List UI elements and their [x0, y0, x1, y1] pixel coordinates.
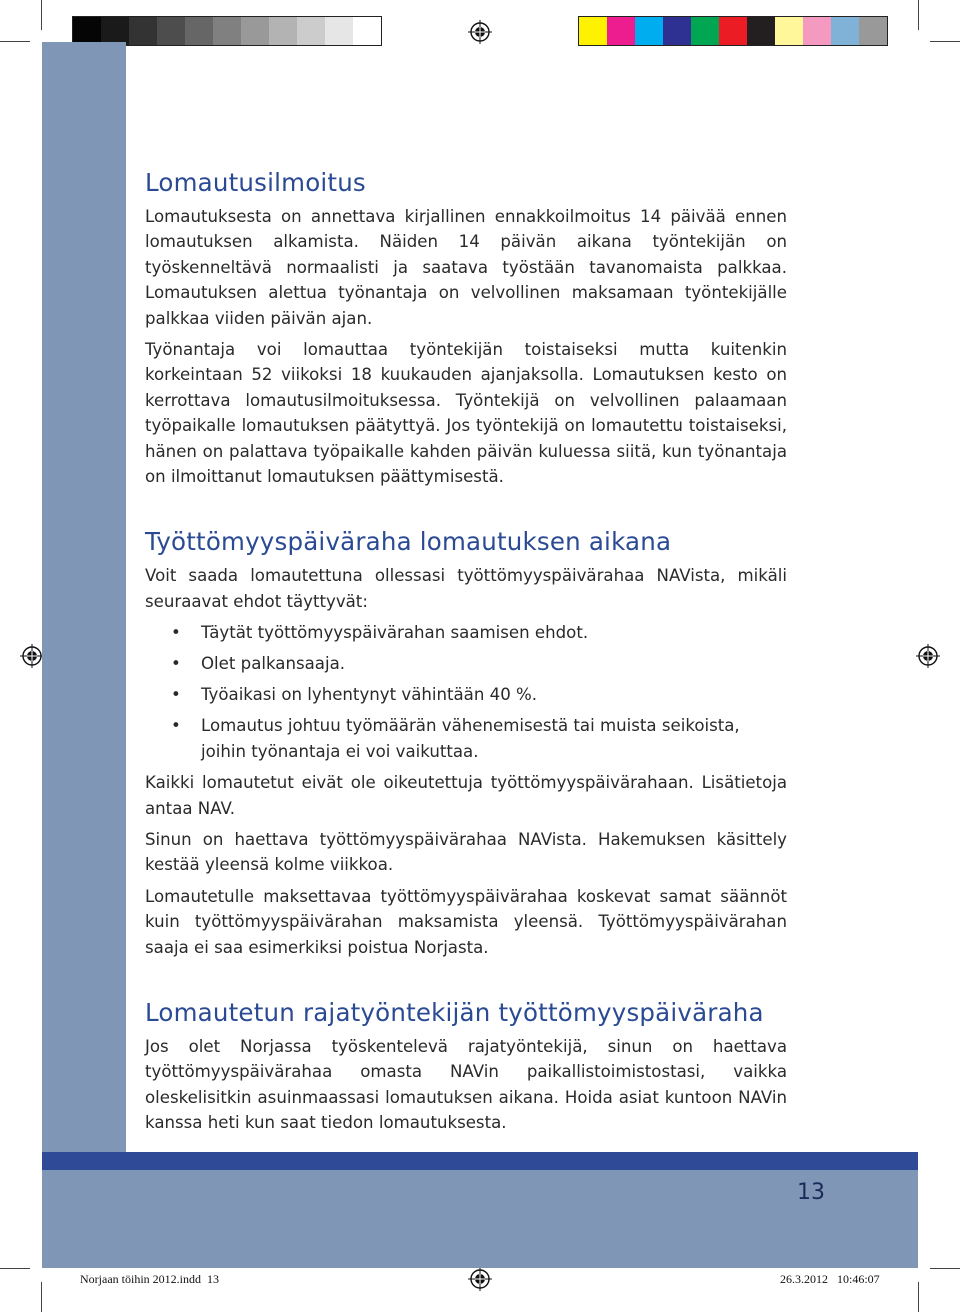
slug-timestamp [780, 1272, 880, 1287]
crop-mark [930, 41, 960, 42]
color-swatch [635, 17, 663, 45]
color-swatch [101, 17, 129, 45]
section-heading: Lomautetun rajatyöntekijän työttömyyspäiväraha [145, 997, 764, 1027]
color-swatch [297, 17, 325, 45]
color-swatch [213, 17, 241, 45]
body-paragraph: Kaikki lomautetut eivät ole oikeutettuja työttömyyspäivärahaan. Lisätietoja antaa NAV. [145, 773, 787, 818]
slug-file [80, 1272, 219, 1287]
registration-mark-icon [916, 644, 940, 668]
intro-paragraph: Voit saada lomautettuna ollessasi työttömyyspäivärahaa NAVista, mikäli seuraavat ehdot täyttyvät: [145, 566, 787, 611]
crop-mark [930, 1268, 960, 1269]
bullet-icon: • [171, 685, 181, 705]
slug-page: 13 [206, 1272, 219, 1286]
page-content [145, 166, 787, 1172]
color-swatch [691, 17, 719, 45]
color-swatch [831, 17, 859, 45]
crop-mark [41, 0, 42, 30]
crop-mark [41, 1282, 42, 1312]
list-item: • Olet palkansaaja. [145, 651, 787, 676]
registration-mark-icon [468, 1267, 492, 1291]
color-swatch [157, 17, 185, 45]
side-band [42, 42, 126, 1152]
crop-mark [918, 0, 919, 30]
list-item: • Työaikasi on lyhentynyt vähintään 40 %. [145, 682, 787, 707]
color-swatch [73, 17, 101, 45]
bullet-icon: • [171, 716, 181, 736]
conditions-list [145, 620, 787, 764]
color-swatch [747, 17, 775, 45]
section-heading: Lomautusilmoitus [145, 168, 366, 197]
color-swatch [663, 17, 691, 45]
registration-mark-icon [468, 20, 492, 44]
color-swatch [353, 17, 381, 45]
color-swatch [269, 17, 297, 45]
section-unemployment-allowance [145, 525, 787, 959]
body-paragraph: Lomautetulle maksettavaa työttömyyspäivärahaa koskevat samat säännöt kuin työttömyyspäivärahan maksamista yleensä. Työttömyyspäivärahan saaja ei saa esimerkiksi poistua Norjasta. [145, 886, 787, 957]
color-swatch [803, 17, 831, 45]
crop-mark [0, 1268, 30, 1269]
registration-mark-icon [20, 644, 44, 668]
color-swatch [859, 17, 887, 45]
section-border-worker [145, 996, 787, 1136]
color-swatch [241, 17, 269, 45]
color-swatch [325, 17, 353, 45]
bullet-icon: • [171, 623, 181, 643]
slug-date: 26.3.2012 [780, 1272, 828, 1286]
color-swatch [775, 17, 803, 45]
list-item: • Lomautus johtuu työmäärän vähenemisestä tai muista seikoista, joihin työnantaja ei voi vaikuttaa. [145, 713, 787, 764]
crop-mark [918, 1282, 919, 1312]
list-item: • Täytät työttömyyspäivärahan saamisen ehdot. [145, 620, 787, 645]
color-swatch [719, 17, 747, 45]
slug-filename: Norjaan töihin 2012.indd [80, 1272, 201, 1286]
color-swatch [579, 17, 607, 45]
bullet-icon: • [171, 654, 181, 674]
section-lomautusilmoitus [145, 166, 787, 489]
page-number: 13 [797, 1180, 825, 1205]
slug-time: 10:46:07 [837, 1272, 880, 1286]
color-swatch [185, 17, 213, 45]
color-swatch [607, 17, 635, 45]
body-paragraph: Sinun on haettava työttömyyspäivärahaa NAVista. Hakemuksen käsittely kestää yleensä kolme viikkoa. [145, 829, 787, 875]
color-swatch [129, 17, 157, 45]
section-heading: Työttömyyspäiväraha lomautuksen aikana [145, 527, 672, 557]
body-paragraph: Jos olet Norjassa työskentelevä rajatyöntekijä, sinun on haettava työttömyyspäivärahaa omasta NAVin paikallistoimistostasi, vaikka oleskelisitkin asuinmaassasi lomautuksen aikana. Hoida asiat kuntoon NAVin kanssa heti kun saat tiedon lomautuksesta. [145, 1036, 787, 1133]
body-paragraph: Työnantaja voi lomauttaa työntekijän toistaiseksi mutta kuitenkin korkeintaan 52 viikoksi 18 kuukauden ajanjaksolla. Lomautuksen kesto on kerrottava lomautusilmoituksessa. Työntekijä on velvollinen palaamaan työpaikalle lomautuksen päätyttyä. Jos työntekijä on lomautettu toistaiseksi, hänen on palattava työpaikalle kahden päivän kuluessa siitä, kun työnantaja on ilmoittanut lomautuksen päättymisestä. [145, 340, 787, 487]
crop-mark [0, 41, 30, 42]
body-paragraph: Lomautuksesta on annettava kirjallinen ennakkoilmoitus 14 päivää ennen lomautuksen alkamista. Näiden 14 päivän aikana työntekijän on työskenneltävä normaalisti ja saatava työstään tavanomaista palkkaa. Lomautuksen alettua työnantaja on velvollinen maksamaan työntekijälle palkkaa viiden päivän ajan. [145, 207, 787, 328]
process-color-bar [578, 16, 888, 46]
